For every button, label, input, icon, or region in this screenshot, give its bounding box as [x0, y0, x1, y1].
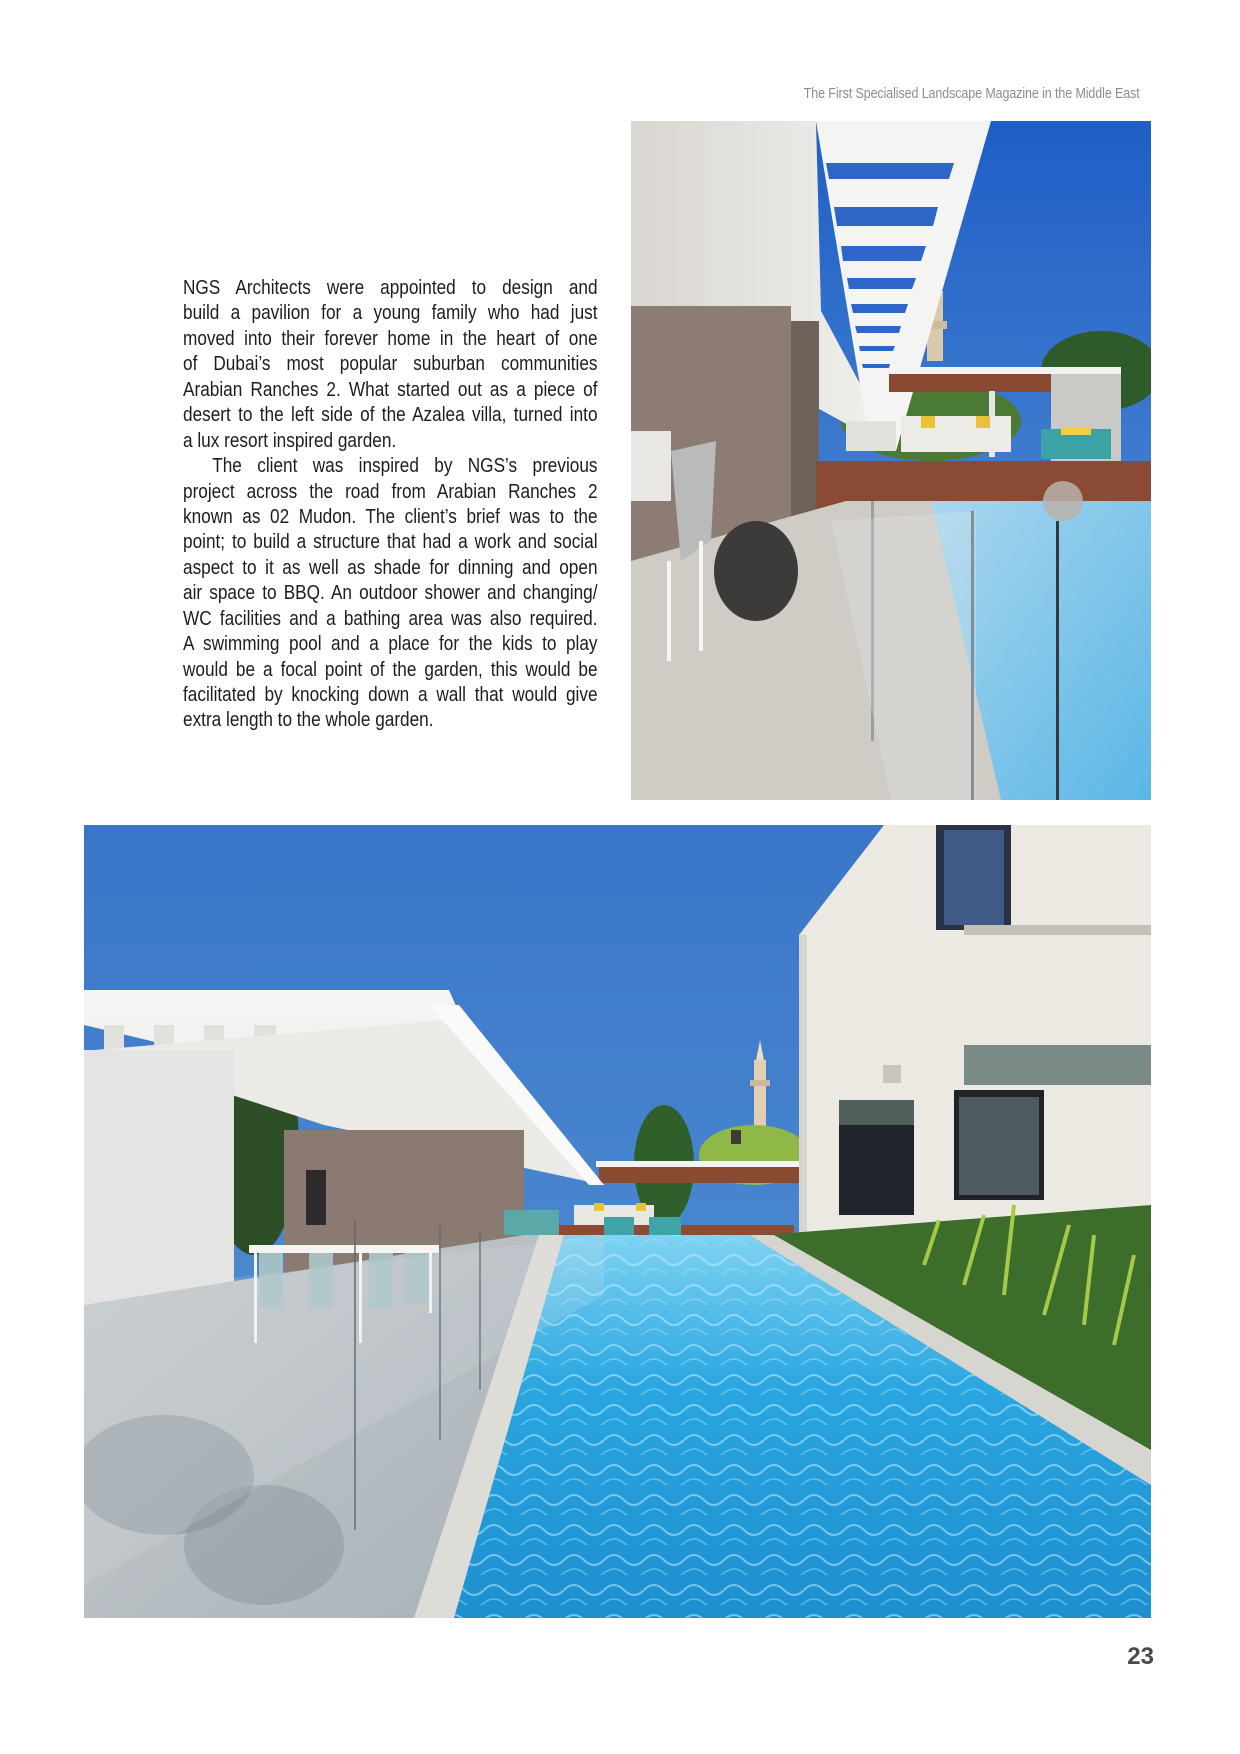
photo-pool-villa	[84, 825, 1151, 1618]
text-line: Arabian Ranches 2. What started out as a piece of	[183, 378, 598, 401]
text-line: moved into their forever home in the heart of one	[183, 327, 598, 350]
text-line: NGS Architects were appointed to design and	[183, 277, 598, 299]
text-line: The client was inspired by NGS’s previous	[212, 455, 598, 478]
text-line: project across the road from Arabian Ranches 2	[183, 480, 598, 503]
text-line: WC facilities and a bathing area was also required.	[183, 607, 598, 630]
paragraph-1	[183, 276, 598, 454]
text-line: facilitated by knocking down a wall that would give	[183, 684, 598, 706]
text-line: known as 02 Mudon. The client’s brief was to the	[183, 505, 598, 528]
article-body	[183, 276, 598, 734]
photo-terrace-pergola	[631, 121, 1151, 800]
text-line: point; to build a structure that had a work and social	[183, 531, 598, 554]
running-head: The First Specialised Landscape Magazine in the Middle East	[804, 86, 1140, 102]
text-line: A swimming pool and a place for the kids to play	[183, 633, 598, 656]
text-line: a lux resort inspired garden.	[183, 429, 397, 452]
text-line: would be a focal point of the garden, this would be	[183, 658, 598, 681]
text-line: extra length to the whole garden.	[183, 709, 434, 732]
text-line: air space to BBQ. An outdoor shower and changing/	[183, 582, 598, 605]
text-line: build a pavilion for a young family who had just	[183, 302, 598, 325]
text-line: of Dubai’s most popular suburban communities	[183, 353, 598, 376]
text-line: desert to the left side of the Azalea villa, turned into	[183, 404, 598, 427]
page-number: 23	[1127, 1643, 1154, 1670]
paragraph-2	[183, 454, 598, 734]
text-line: aspect to it as well as shade for dinning and open	[183, 556, 598, 579]
